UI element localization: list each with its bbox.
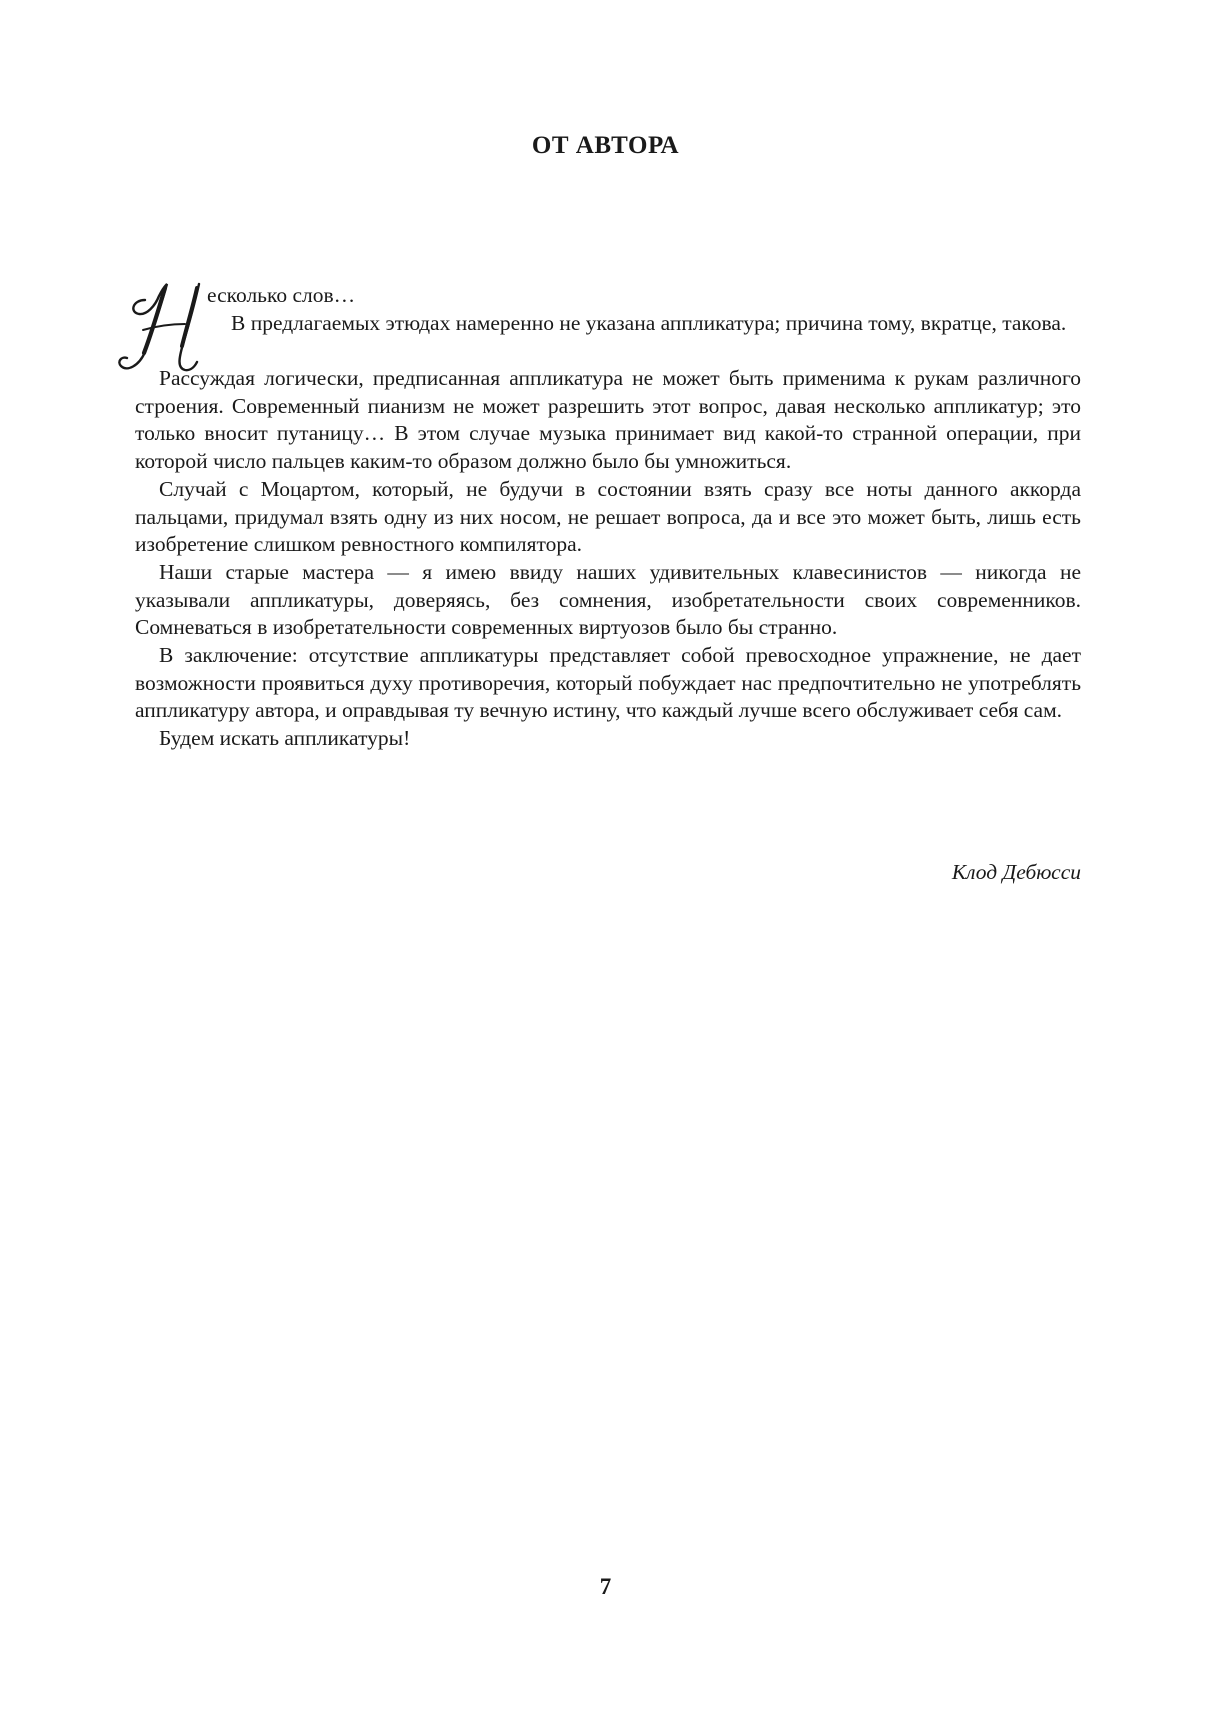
- page-title: ОТ АВТОРА: [531, 132, 680, 159]
- body-text: [135, 282, 1081, 753]
- intro-first-line: есколько слов…: [207, 283, 356, 307]
- paragraph-4: В заключение: отсутствие аппликатуры представляет собой превосходное упражнение, не дает возможности проявиться духу противоречия, который побуждает нас предпочтительно не употреблять аппликатуру автора, и оправдывая ту вечную истину, что каждый лучше всего обслуживает себя сам.: [135, 643, 1081, 723]
- author-signature: Клод Дебюсси: [951, 860, 1081, 884]
- dropcap-glyph-icon: [115, 278, 207, 378]
- paragraph-1: Рассуждая логически, предписанная аппликатура не может быть применима к рукам различного строения. Современный пианизм не может разрешить этот вопрос, давая несколько аппликатур; это только вносит путаницу… В этом случае музыка принимает вид какой-то странной операции, при которой число пальцев каким-то образом должно было бы умножиться.: [135, 366, 1081, 474]
- dropcap-letter: [115, 278, 207, 378]
- intro-paragraph: В предлагаемых этюдах намеренно не указана аппликатура; причина тому, вкратце, такова.: [231, 310, 1067, 335]
- paragraph-3: Наши старые мастера — я имею ввиду наших удивительных клавесинистов — никогда не указывали аппликатуры, доверяясь, без сомнения, изобретательности своих современников. Сомневаться в изобретательности современных виртуозов было бы странно.: [135, 559, 1081, 640]
- paragraph-5: Будем искать аппликатуры!: [159, 726, 411, 751]
- intro-lines: [135, 282, 1081, 337]
- page-number: 7: [599, 1574, 612, 1599]
- paragraph-2: Случай с Моцартом, который, не будучи в состоянии взять сразу все ноты данного аккорда пальцами, придумал взять одну из них носом, не решает вопроса, да и все это может быть, лишь есть изобретение слишком ревностного компилятора.: [135, 476, 1081, 557]
- intro-block: [135, 282, 1081, 365]
